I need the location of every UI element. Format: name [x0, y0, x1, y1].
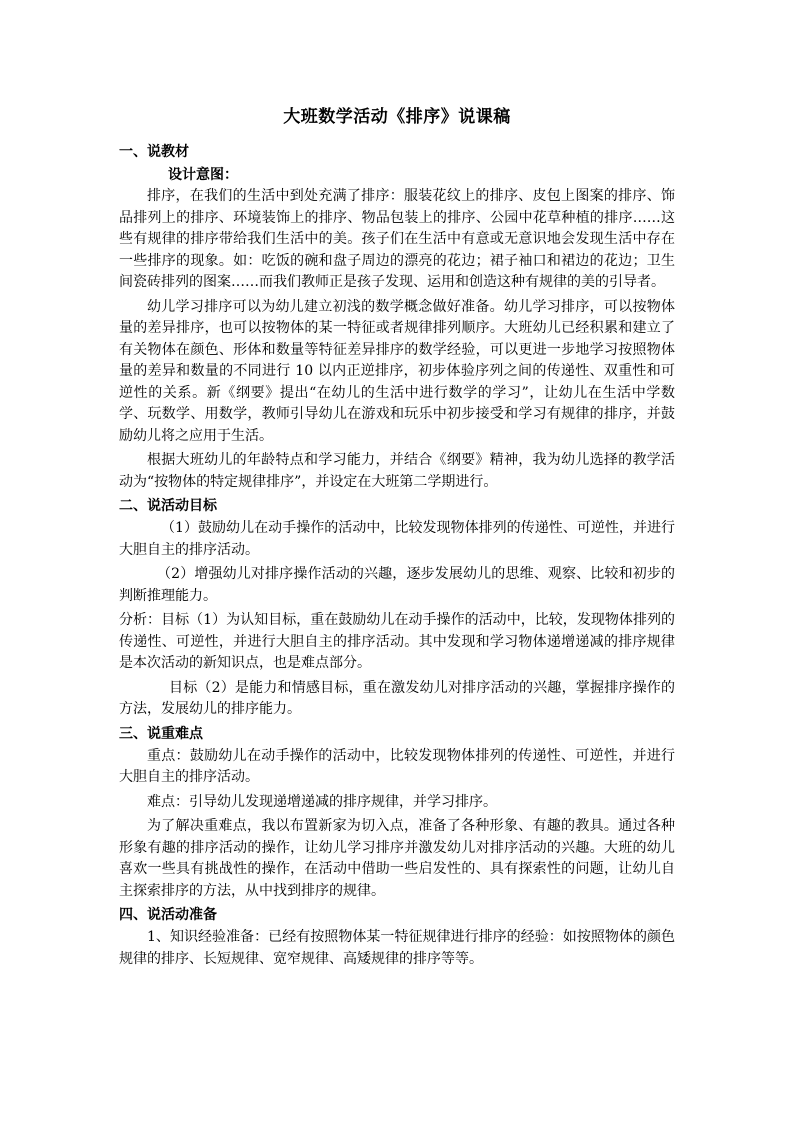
section-subheading: 设计意图： — [168, 167, 238, 183]
paragraph: 幼儿学习排序可以为幼儿建立初浅的数学概念做好准备。幼儿学习排序，可以按物体量的差异排序，也可以按物体的某一特征或者规律排列顺序。大班幼儿已经积累和建立了有关物体在颜色、形体和数量等特征差异排序的数学经验，可以更进一步地学习按照物体量的差异和数量的不同进行 10 以内正逆排序，初步体验序列之间的传递性、双重性和可逆性的关系。新《纲要》提出“在幼儿的生活中进行数学的学习”，让幼儿在生活中学数学、玩数学、用数学，教师引导幼儿在游戏和玩乐中初步接受和学习有规律的排序，并鼓励幼儿将之应用于生活。 — [119, 298, 675, 444]
section-activity-preparation — [119, 903, 675, 970]
paragraph: 目标（2）是能力和情感目标，重在激发幼儿对排序活动的兴趣，掌握排序操作的方法，发展幼儿的排序能力。 — [119, 679, 675, 717]
paragraph: 为了解决重难点，我以布置新家为切入点，准备了各种形象、有趣的教具。通过各种形象有趣的排序活动的操作，让幼儿学习排序并激发幼儿对排序活动的兴趣。大班的幼儿喜欢一些具有挑战性的操作，在活动中借助一些启发性的、具有探索性的问题，让幼儿自主探索排序的方法，从中找到排序的规律。 — [119, 818, 675, 899]
paragraph: 重点：鼓励幼儿在动手操作的活动中，比较发现物体排列的传递性、可逆性，并进行大胆自主的排序活动。 — [119, 747, 675, 785]
document-body — [119, 104, 675, 971]
paragraph: 根据大班幼儿的年龄特点和学习能力，并结合《纲要》精神，我为幼儿选择的教学活动为“按物体的特定规律排序”，并设定在大班第二学期进行。 — [119, 452, 675, 490]
paragraph: （1）鼓励幼儿在动手操作的活动中，比较发现物体排列的传递性、可逆性，并进行大胆自主的排序活动。 — [119, 520, 675, 558]
paragraph: 1、知识经验准备：已经有按照物体某一特征规律进行排序的经验：如按照物体的颜色规律的排序、长短规律、宽窄规律、高矮规律的排序等等。 — [119, 929, 675, 967]
section-key-difficulties — [119, 722, 675, 903]
paragraph: 分析：目标（1）为认知目标，重在鼓励幼儿在动手操作的活动中，比较，发现物体排列的传递性、可逆性，并进行大胆自主的排序活动。其中发现和学习物体递增递减的排序规律是本次活动的新知识点，也是难点部分。 — [119, 612, 675, 671]
section-heading: 四、说活动准备 — [119, 907, 217, 923]
section-heading: 二、说活动目标 — [119, 498, 217, 514]
paragraph: 难点：引导幼儿发现递增递减的排序规律，并学习排序。 — [147, 793, 497, 810]
section-activity-goals — [119, 494, 675, 721]
paragraph: （2）增强幼儿对排序操作活动的兴趣，逐步发展幼儿的思维、观察、比较和初步的判断推理能力。 — [119, 566, 675, 604]
paragraph: 排序，在我们的生活中到处充满了排序：服装花纹上的排序、皮包上图案的排序、饰品排列上的排序、环境装饰上的排序、物品包装上的排序、公园中花草种植的排序……这些有规律的排序带给我们生活中的美。孩子们在生活中有意或无意识地会发现生活中存在一些排序的现象。如：吃饭的碗和盘子周边的漂亮的花边；裙子袖口和裙边的花边；卫生间瓷砖排列的图案……而我们教师正是孩子发现、运用和创造这种有规律的美的引导者。 — [119, 188, 675, 290]
section-heading: 三、说重难点 — [119, 725, 203, 742]
section-teaching-material — [119, 140, 675, 493]
document-title: 大班数学活动《排序》说课稿 — [283, 107, 511, 127]
section-heading: 一、说教材 — [119, 144, 189, 160]
